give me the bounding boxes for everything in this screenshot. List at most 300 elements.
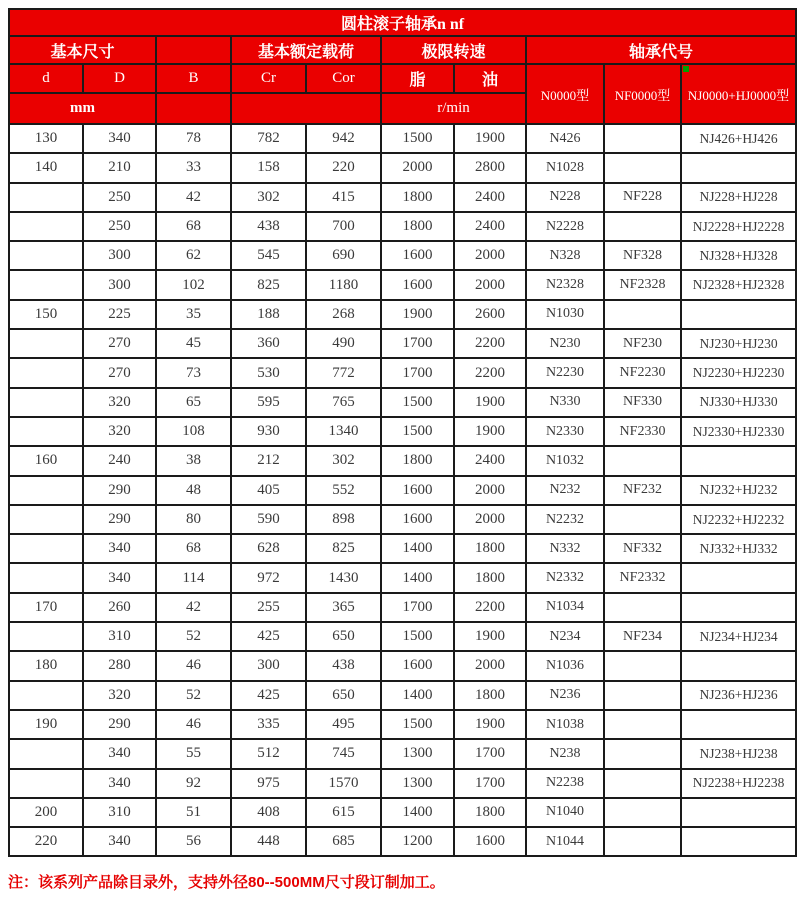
table-cell	[9, 358, 83, 387]
table-cell: 300	[83, 241, 156, 270]
table-cell: 2600	[454, 300, 526, 329]
table-cell: NF330	[604, 388, 681, 417]
table-cell: 1700	[381, 593, 454, 622]
table-row	[9, 329, 796, 358]
table-cell: 690	[306, 241, 381, 270]
table-cell: 212	[231, 446, 306, 475]
table-cell: 56	[156, 827, 231, 856]
table-cell: NF2330	[604, 417, 681, 446]
table-cell: 65	[156, 388, 231, 417]
table-cell	[604, 798, 681, 827]
table-cell: 825	[306, 534, 381, 563]
table-cell: NF232	[604, 476, 681, 505]
table-cell	[9, 563, 83, 592]
table-cell: 46	[156, 651, 231, 680]
footnote: 注：该系列产品除目录外，支持外径80--500MM尺寸段订制加工。	[8, 874, 445, 892]
table-row	[9, 563, 796, 592]
table-cell: 1500	[381, 622, 454, 651]
table-cell: 310	[83, 622, 156, 651]
table-cell: 415	[306, 183, 381, 212]
table-row	[9, 358, 796, 387]
table-cell: NJ2238+HJ2238	[681, 769, 796, 798]
table-cell: 1400	[381, 681, 454, 710]
table-cell: 1700	[381, 329, 454, 358]
table-cell: 80	[156, 505, 231, 534]
table-cell: 290	[83, 505, 156, 534]
table-cell	[604, 739, 681, 768]
table-row	[9, 270, 796, 299]
table-row	[9, 241, 796, 270]
column-header-Cor: Cor	[306, 64, 381, 93]
table-cell: 340	[83, 827, 156, 856]
table-cell: 320	[83, 681, 156, 710]
table-cell: 2200	[454, 358, 526, 387]
table-cell: 745	[306, 739, 381, 768]
table-cell: N228	[526, 183, 604, 212]
table-cell: 38	[156, 446, 231, 475]
table-cell: 975	[231, 769, 306, 798]
column-header-nj-type-label: NJ0000+HJ0000型	[687, 87, 790, 103]
table-row	[9, 388, 796, 417]
table-row	[9, 710, 796, 739]
table-cell: 1500	[381, 124, 454, 153]
table-cell: 1570	[306, 769, 381, 798]
table-cell: 2000	[454, 651, 526, 680]
table-cell	[9, 212, 83, 241]
table-cell: 1900	[454, 417, 526, 446]
table-row	[9, 622, 796, 651]
table-cell: 1300	[381, 739, 454, 768]
table-cell: 1800	[381, 183, 454, 212]
table-cell: N1030	[526, 300, 604, 329]
table-cell: 250	[83, 212, 156, 241]
table-cell: 1340	[306, 417, 381, 446]
column-header-B: B	[156, 64, 231, 93]
table-cell: N2232	[526, 505, 604, 534]
table-title: 圆柱滚子轴承n nf	[9, 9, 796, 36]
table-cell: 102	[156, 270, 231, 299]
table-cell: 250	[83, 183, 156, 212]
table-cell: 300	[231, 651, 306, 680]
table-cell: 1800	[454, 534, 526, 563]
table-cell: 1900	[454, 710, 526, 739]
table-cell	[9, 417, 83, 446]
group-header-empty	[156, 36, 231, 64]
table-cell: 898	[306, 505, 381, 534]
table-cell: 52	[156, 622, 231, 651]
table-cell: 130	[9, 124, 83, 153]
table-cell: 2000	[454, 241, 526, 270]
table-cell: NJ332+HJ332	[681, 534, 796, 563]
table-cell: 1700	[381, 358, 454, 387]
column-header-d: d	[9, 64, 83, 93]
table-row	[9, 212, 796, 241]
table-cell: 290	[83, 710, 156, 739]
table-cell: 188	[231, 300, 306, 329]
table-cell: N1034	[526, 593, 604, 622]
table-cell: 1600	[381, 651, 454, 680]
table-cell: 320	[83, 388, 156, 417]
table-cell: 2000	[454, 505, 526, 534]
table-cell: 590	[231, 505, 306, 534]
table-cell: N1044	[526, 827, 604, 856]
table-cell: NJ2330+HJ2330	[681, 417, 796, 446]
table-row	[9, 446, 796, 475]
table-cell: NJ228+HJ228	[681, 183, 796, 212]
unit-mm: mm	[9, 93, 156, 124]
table-cell: 2400	[454, 183, 526, 212]
table-cell: 48	[156, 476, 231, 505]
table-cell: 268	[306, 300, 381, 329]
table-cell: NF2230	[604, 358, 681, 387]
table-row	[9, 651, 796, 680]
table-cell	[604, 300, 681, 329]
comment-marker-icon	[683, 66, 689, 72]
table-cell: 1900	[454, 124, 526, 153]
table-cell: N238	[526, 739, 604, 768]
table-cell: 180	[9, 651, 83, 680]
table-cell: N236	[526, 681, 604, 710]
table-cell	[604, 651, 681, 680]
table-cell: 302	[306, 446, 381, 475]
table-cell: 2000	[381, 153, 454, 182]
table-cell: N1038	[526, 710, 604, 739]
table-cell	[604, 446, 681, 475]
table-cell: 310	[83, 798, 156, 827]
table-cell: 1500	[381, 417, 454, 446]
table-cell: 942	[306, 124, 381, 153]
table-cell: 2400	[454, 212, 526, 241]
table-cell: 1900	[381, 300, 454, 329]
table-cell: 685	[306, 827, 381, 856]
table-cell: 1800	[381, 446, 454, 475]
table-cell: 114	[156, 563, 231, 592]
table-cell: 35	[156, 300, 231, 329]
table-cell: 51	[156, 798, 231, 827]
table-cell: 2400	[454, 446, 526, 475]
table-cell: 210	[83, 153, 156, 182]
table-cell: 782	[231, 124, 306, 153]
page	[0, 8, 800, 908]
table-cell: 108	[156, 417, 231, 446]
table-cell: N2330	[526, 417, 604, 446]
table-cell: NJ2328+HJ2328	[681, 270, 796, 299]
table-cell: N2228	[526, 212, 604, 241]
table-cell: N1028	[526, 153, 604, 182]
table-cell: 425	[231, 622, 306, 651]
table-cell: NJ238+HJ238	[681, 739, 796, 768]
table-cell: 765	[306, 388, 381, 417]
table-cell: 92	[156, 769, 231, 798]
table-cell: 772	[306, 358, 381, 387]
table-cell: 438	[306, 651, 381, 680]
table-cell: 1600	[381, 241, 454, 270]
table-cell	[604, 593, 681, 622]
table-cell: NF332	[604, 534, 681, 563]
table-cell	[9, 769, 83, 798]
table-cell: 2000	[454, 476, 526, 505]
table-cell: 1800	[454, 681, 526, 710]
table-cell: NJ232+HJ232	[681, 476, 796, 505]
table-cell	[9, 241, 83, 270]
table-cell: 405	[231, 476, 306, 505]
table-cell: 340	[83, 124, 156, 153]
table-cell	[9, 739, 83, 768]
table-cell	[604, 769, 681, 798]
table-cell: NJ328+HJ328	[681, 241, 796, 270]
table-cell: 68	[156, 534, 231, 563]
column-header-nj-type	[681, 64, 796, 124]
table-cell: 340	[83, 739, 156, 768]
table-cell: 46	[156, 710, 231, 739]
table-cell: NF328	[604, 241, 681, 270]
table-cell: 408	[231, 798, 306, 827]
table-cell	[681, 710, 796, 739]
table-cell: 302	[231, 183, 306, 212]
table-cell: NJ426+HJ426	[681, 124, 796, 153]
table-cell: 552	[306, 476, 381, 505]
table-cell: NJ236+HJ236	[681, 681, 796, 710]
table-cell: 160	[9, 446, 83, 475]
table-cell	[9, 329, 83, 358]
table-cell: 68	[156, 212, 231, 241]
table-cell: N234	[526, 622, 604, 651]
unit-empty-load	[231, 93, 381, 124]
table-cell: NF2332	[604, 563, 681, 592]
table-cell: NF228	[604, 183, 681, 212]
table-cell: 1600	[454, 827, 526, 856]
table-cell	[9, 534, 83, 563]
table-cell: N232	[526, 476, 604, 505]
table-cell: 340	[83, 534, 156, 563]
title-row	[9, 9, 796, 36]
unit-empty-b	[156, 93, 231, 124]
table-cell: 190	[9, 710, 83, 739]
table-row	[9, 739, 796, 768]
table-cell	[681, 563, 796, 592]
table-cell: NJ230+HJ230	[681, 329, 796, 358]
table-cell: 1800	[454, 563, 526, 592]
table-cell: 972	[231, 563, 306, 592]
table-cell: 255	[231, 593, 306, 622]
table-cell: 260	[83, 593, 156, 622]
table-cell: 270	[83, 329, 156, 358]
table-cell: 2200	[454, 329, 526, 358]
table-cell: NJ330+HJ330	[681, 388, 796, 417]
table-cell: 280	[83, 651, 156, 680]
table-cell: 2200	[454, 593, 526, 622]
table-cell: 220	[306, 153, 381, 182]
table-cell	[9, 622, 83, 651]
table-cell: 158	[231, 153, 306, 182]
table-cell	[681, 300, 796, 329]
table-cell: 240	[83, 446, 156, 475]
table-cell	[9, 388, 83, 417]
table-cell: 1400	[381, 563, 454, 592]
table-cell: 78	[156, 124, 231, 153]
table-cell: 62	[156, 241, 231, 270]
table-cell: 42	[156, 593, 231, 622]
table-cell: 438	[231, 212, 306, 241]
table-cell: 150	[9, 300, 83, 329]
table-cell: 495	[306, 710, 381, 739]
group-header-code: 轴承代号	[526, 36, 796, 64]
table-row	[9, 593, 796, 622]
table-row	[9, 124, 796, 153]
table-cell: 1180	[306, 270, 381, 299]
table-cell: 52	[156, 681, 231, 710]
table-cell: 300	[83, 270, 156, 299]
column-header-grease: 脂	[381, 64, 454, 93]
table-cell: 628	[231, 534, 306, 563]
table-cell: 490	[306, 329, 381, 358]
table-cell: 1800	[381, 212, 454, 241]
table-cell	[9, 476, 83, 505]
column-header-nf-type: NF0000型	[604, 64, 681, 124]
table-cell: N426	[526, 124, 604, 153]
table-cell: NJ234+HJ234	[681, 622, 796, 651]
table-cell: 42	[156, 183, 231, 212]
table-cell: 340	[83, 769, 156, 798]
table-cell: 45	[156, 329, 231, 358]
table-cell: N2238	[526, 769, 604, 798]
table-cell: 365	[306, 593, 381, 622]
table-cell: N2230	[526, 358, 604, 387]
table-cell: 290	[83, 476, 156, 505]
table-cell: N2328	[526, 270, 604, 299]
column-header-n-type: N0000型	[526, 64, 604, 124]
table-cell: 1900	[454, 388, 526, 417]
table-cell: N328	[526, 241, 604, 270]
bearing-table	[8, 8, 797, 857]
table-cell: 930	[231, 417, 306, 446]
table-cell: 1800	[454, 798, 526, 827]
table-cell: NF230	[604, 329, 681, 358]
table-cell: 140	[9, 153, 83, 182]
table-cell	[604, 153, 681, 182]
table-cell: 650	[306, 622, 381, 651]
table-cell: 1300	[381, 769, 454, 798]
table-cell: 73	[156, 358, 231, 387]
table-cell: NF2328	[604, 270, 681, 299]
table-cell: N230	[526, 329, 604, 358]
table-cell: 825	[231, 270, 306, 299]
column-header-D: D	[83, 64, 156, 93]
table-cell	[681, 798, 796, 827]
table-row	[9, 798, 796, 827]
table-cell: 220	[9, 827, 83, 856]
table-row	[9, 769, 796, 798]
table-cell: 1700	[454, 769, 526, 798]
table-cell: N330	[526, 388, 604, 417]
table-cell	[604, 212, 681, 241]
table-cell: N1036	[526, 651, 604, 680]
table-cell	[604, 681, 681, 710]
table-body	[9, 124, 796, 856]
column-header-row	[9, 64, 796, 93]
column-header-Cr: Cr	[231, 64, 306, 93]
table-cell: 512	[231, 739, 306, 768]
table-cell: N2332	[526, 563, 604, 592]
table-cell: 1500	[381, 710, 454, 739]
table-row	[9, 476, 796, 505]
table-cell: 1200	[381, 827, 454, 856]
table-cell	[604, 124, 681, 153]
table-cell: 615	[306, 798, 381, 827]
table-cell: 595	[231, 388, 306, 417]
table-cell: 448	[231, 827, 306, 856]
table-row	[9, 183, 796, 212]
table-cell: 270	[83, 358, 156, 387]
table-cell: 1600	[381, 270, 454, 299]
table-cell: 340	[83, 563, 156, 592]
table-cell: 1600	[381, 505, 454, 534]
table-row	[9, 827, 796, 856]
table-cell: 1430	[306, 563, 381, 592]
table-cell	[604, 505, 681, 534]
table-cell: 2000	[454, 270, 526, 299]
table-cell	[681, 593, 796, 622]
table-cell: 33	[156, 153, 231, 182]
table-cell: 1400	[381, 798, 454, 827]
table-cell: 1700	[454, 739, 526, 768]
table-cell: N1040	[526, 798, 604, 827]
table-row	[9, 534, 796, 563]
unit-rpm: r/min	[381, 93, 526, 124]
table-cell	[681, 153, 796, 182]
table-cell	[9, 270, 83, 299]
table-cell: 425	[231, 681, 306, 710]
table-cell	[681, 446, 796, 475]
table-cell	[9, 183, 83, 212]
table-cell: 360	[231, 329, 306, 358]
table-cell: 170	[9, 593, 83, 622]
table-row	[9, 300, 796, 329]
table-cell: 650	[306, 681, 381, 710]
group-header-dimensions: 基本尺寸	[9, 36, 156, 64]
table-cell: 200	[9, 798, 83, 827]
table-cell: NJ2232+HJ2232	[681, 505, 796, 534]
table-cell: N332	[526, 534, 604, 563]
table-cell: 2800	[454, 153, 526, 182]
table-cell: 1600	[381, 476, 454, 505]
table-cell: 1400	[381, 534, 454, 563]
table-cell: 1900	[454, 622, 526, 651]
table-row	[9, 505, 796, 534]
table-cell: NJ2230+HJ2230	[681, 358, 796, 387]
table-cell: 1500	[381, 388, 454, 417]
table-cell: 55	[156, 739, 231, 768]
table-cell	[9, 505, 83, 534]
table-cell: 545	[231, 241, 306, 270]
table-cell	[604, 827, 681, 856]
table-cell	[681, 651, 796, 680]
table-cell: 530	[231, 358, 306, 387]
table-row	[9, 417, 796, 446]
table-row	[9, 153, 796, 182]
table-cell	[604, 710, 681, 739]
table-row	[9, 681, 796, 710]
table-cell	[681, 827, 796, 856]
group-header-row	[9, 36, 796, 64]
table-cell: 320	[83, 417, 156, 446]
table-cell: NJ2228+HJ2228	[681, 212, 796, 241]
table-cell	[9, 681, 83, 710]
group-header-load: 基本额定载荷	[231, 36, 381, 64]
column-header-oil: 油	[454, 64, 526, 93]
group-header-speed: 极限转速	[381, 36, 526, 64]
table-cell: NF234	[604, 622, 681, 651]
